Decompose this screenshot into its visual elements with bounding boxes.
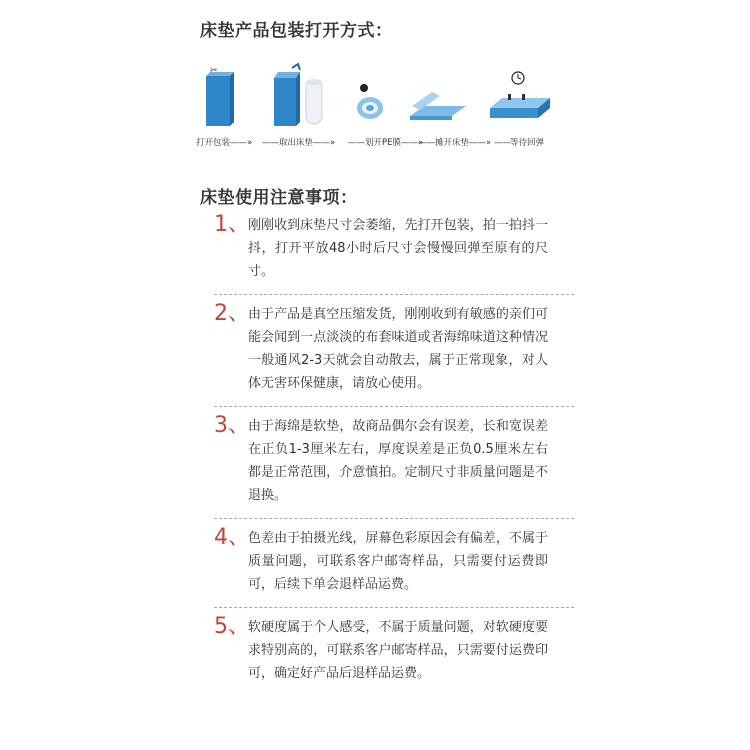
note-item xyxy=(214,527,574,596)
step-label: ——取出床垫——» xyxy=(262,138,336,148)
section-title-notes: 床垫使用注意事项： xyxy=(200,188,358,208)
clock-mattress-icon xyxy=(486,62,556,132)
note-number: 5、 xyxy=(214,614,250,639)
notes-list xyxy=(214,214,574,685)
rolled-mattress-icon xyxy=(346,62,396,132)
note-item xyxy=(214,214,574,283)
note-text: 由于海绵是软垫，故商品偶尔会有误差，长和宽误差在正负1-3厘米左右，厚度误差是正负0.5厘米左右都是正常范围，介意慎拍。定制尺寸非质量问题是不退换。 xyxy=(248,419,548,503)
step-label: 等待回弹 xyxy=(510,138,545,148)
note-number: 4、 xyxy=(214,525,250,550)
divider xyxy=(214,406,574,407)
note-item xyxy=(214,415,574,507)
note-text: 刚刚收到床垫尺寸会萎缩，先打开包装，拍一拍抖一抖，打开平放48小时后尺寸会慢慢回弹至原有的尺寸。 xyxy=(248,218,548,279)
note-text: 色差由于拍摄光线，屏幕色彩原因会有偏差，不属于质量问题，可联系客户邮寄样品，只需要付运费即可，后续下单会退样品运费。 xyxy=(248,531,548,592)
note-item xyxy=(214,303,574,395)
divider xyxy=(214,607,574,608)
divider xyxy=(214,294,574,295)
note-number: 3、 xyxy=(214,413,250,438)
step-label: ——摊开床垫——» —— xyxy=(418,138,511,148)
step-label: 打开包装——» xyxy=(196,138,253,148)
box-roll-icon xyxy=(270,62,330,132)
note-number: 1、 xyxy=(214,212,250,237)
note-number: 2、 xyxy=(214,301,250,326)
section-title-packaging: 床垫产品包装打开方式： xyxy=(200,21,393,41)
step-label: ——划开PE膜——» xyxy=(348,138,424,148)
note-text: 软硬度属于个人感受，不属于质量问题，对软硬度要求特别高的，可联系客户邮寄样品，只需要付运费印可，确定好产品后退样品运费。 xyxy=(248,620,548,681)
svg-text:✂: ✂ xyxy=(210,66,218,76)
scissors-box-icon xyxy=(200,62,240,132)
note-text: 由于产品是真空压缩发货，刚刚收到有敏感的亲们可能会闻到一点淡淡的布套味道或者海绵味道这种情况一般通风2-3天就会自动散去，属于正常现象，对人体无害环保健康，请放心使用。 xyxy=(248,307,548,391)
unfolding-mattress-icon xyxy=(406,62,470,132)
unpacking-steps-labels xyxy=(196,136,556,148)
note-item xyxy=(214,616,574,685)
divider xyxy=(214,518,574,519)
